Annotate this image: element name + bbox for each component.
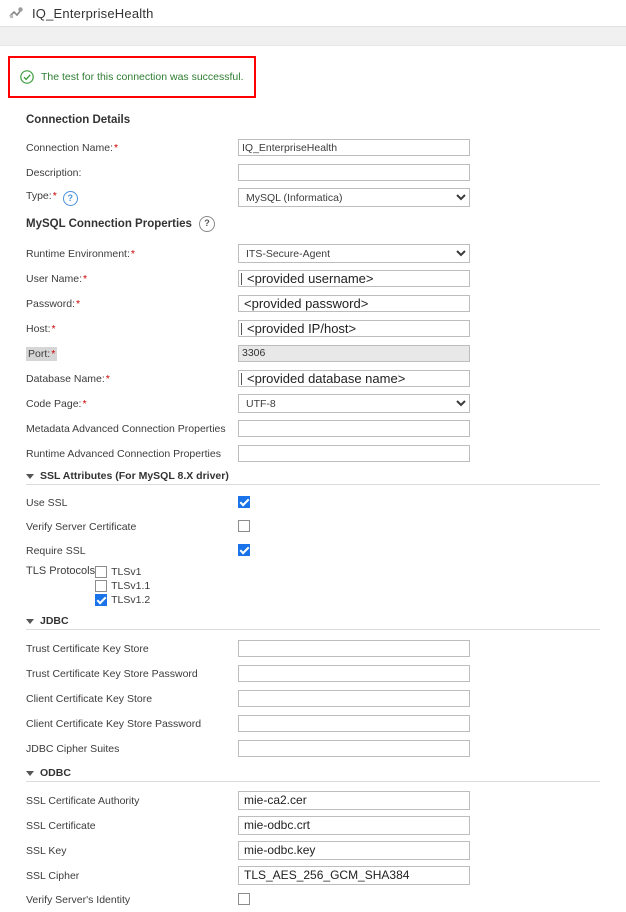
use-ssl-cell bbox=[238, 496, 470, 511]
require-ssl-label: Require SSL bbox=[26, 545, 86, 557]
verify-server-identity-checkbox[interactable] bbox=[238, 893, 250, 905]
password-value: <provided password> bbox=[244, 296, 369, 311]
type-select[interactable] bbox=[238, 188, 470, 207]
metadata-advanced-label: Metadata Advanced Connection Properties bbox=[26, 422, 226, 435]
database-name-label bbox=[26, 373, 238, 385]
tlsv11-label: TLSv1.1 bbox=[111, 579, 151, 592]
database-name-label-text: Database Name: bbox=[26, 372, 105, 385]
database-name-value: <provided database name> bbox=[247, 371, 406, 386]
text-caret bbox=[241, 273, 242, 285]
status-banner bbox=[8, 56, 256, 98]
client-cert-key-store-label: Client Certificate Key Store bbox=[26, 692, 153, 705]
tls-option bbox=[95, 579, 327, 592]
group-ssl-attributes-label: SSL Attributes (For MySQL 8.X driver) bbox=[40, 470, 229, 482]
port-label bbox=[26, 347, 57, 361]
metadata-advanced-input[interactable] bbox=[238, 420, 470, 437]
group-jdbc[interactable] bbox=[26, 615, 600, 627]
code-page-label bbox=[26, 398, 238, 410]
group-odbc-label: ODBC bbox=[40, 767, 71, 779]
use-ssl-checkbox[interactable] bbox=[238, 496, 250, 508]
runtime-environment-label bbox=[26, 248, 238, 260]
tls-option bbox=[95, 593, 327, 606]
client-cert-key-store-input[interactable] bbox=[238, 690, 470, 707]
ssl-cipher-input[interactable] bbox=[238, 866, 470, 885]
connection-form bbox=[0, 98, 626, 912]
field-trust-cert-key-store-password bbox=[26, 661, 600, 686]
banner-area bbox=[0, 46, 626, 98]
tls-protocols-list bbox=[95, 565, 327, 607]
group-ssl-attributes[interactable] bbox=[26, 470, 600, 482]
connection-icon bbox=[8, 5, 24, 21]
field-verify-server-identity bbox=[26, 888, 600, 912]
connection-name-input[interactable] bbox=[238, 139, 470, 156]
client-cert-key-store-password-input[interactable] bbox=[238, 715, 470, 732]
required-marker: * bbox=[51, 347, 56, 360]
page-title: IQ_EnterpriseHealth bbox=[32, 5, 154, 21]
section-mysql-properties bbox=[26, 216, 600, 232]
client-cert-key-store-password-label: Client Certificate Key Store Password bbox=[26, 717, 202, 730]
chevron-down-icon bbox=[26, 619, 34, 624]
runtime-advanced-input[interactable] bbox=[238, 445, 470, 462]
group-jdbc-label: JDBC bbox=[40, 615, 69, 627]
ssl-certificate-authority-value: mie-ca2.cer bbox=[244, 793, 307, 807]
required-marker: * bbox=[105, 372, 110, 385]
verify-server-identity-label: Verify Server's Identity bbox=[26, 894, 131, 906]
verify-server-certificate-cell bbox=[238, 520, 470, 535]
use-ssl-label: Use SSL bbox=[26, 497, 68, 509]
type-label-text: Type: bbox=[26, 189, 52, 202]
connection-name-label bbox=[26, 142, 238, 154]
field-require-ssl bbox=[26, 539, 600, 563]
text-caret bbox=[241, 323, 242, 335]
ssl-key-value: mie-odbc.key bbox=[244, 843, 316, 857]
section-connection-details-label: Connection Details bbox=[26, 114, 131, 126]
description-input[interactable] bbox=[238, 164, 470, 181]
tlsv12-label: TLSv1.2 bbox=[111, 593, 151, 606]
field-code-page bbox=[26, 391, 600, 416]
jdbc-cipher-suites-input[interactable] bbox=[238, 740, 470, 757]
window-titlebar bbox=[0, 0, 626, 27]
host-label bbox=[26, 323, 238, 335]
field-metadata-advanced bbox=[26, 416, 600, 441]
field-ssl-key bbox=[26, 838, 600, 863]
port-label-text: Port: bbox=[28, 347, 51, 360]
required-marker: * bbox=[52, 189, 57, 202]
ssl-certificate-label: SSL Certificate bbox=[26, 819, 96, 832]
divider bbox=[26, 629, 600, 630]
ssl-certificate-authority-input[interactable] bbox=[238, 791, 470, 810]
section-mysql-properties-label: MySQL Connection Properties bbox=[26, 218, 192, 230]
chevron-down-icon bbox=[26, 474, 34, 479]
status-banner-message: The test for this connection was successful. bbox=[41, 71, 244, 83]
user-name-value: <provided username> bbox=[247, 271, 374, 286]
field-host bbox=[26, 316, 600, 341]
user-name-label bbox=[26, 273, 238, 285]
require-ssl-cell bbox=[238, 544, 470, 559]
help-icon[interactable]: ? bbox=[63, 191, 78, 206]
tls-option bbox=[95, 565, 327, 578]
trust-cert-key-store-input[interactable] bbox=[238, 640, 470, 657]
jdbc-cipher-suites-label: JDBC Cipher Suites bbox=[26, 742, 120, 755]
required-marker: * bbox=[76, 297, 81, 310]
required-marker: * bbox=[113, 141, 119, 154]
ssl-certificate-value: mie-odbc.crt bbox=[244, 818, 311, 832]
divider bbox=[26, 484, 600, 485]
ssl-certificate-authority-label: SSL Certificate Authority bbox=[26, 794, 140, 807]
field-use-ssl bbox=[26, 491, 600, 515]
trust-cert-key-store-password-label: Trust Certificate Key Store Password bbox=[26, 667, 198, 680]
runtime-advanced-label: Runtime Advanced Connection Properties bbox=[26, 447, 221, 460]
host-input[interactable] bbox=[238, 320, 470, 337]
field-connection-name bbox=[26, 135, 600, 160]
field-ssl-certificate bbox=[26, 813, 600, 838]
port-label-wrap bbox=[26, 347, 238, 361]
trust-cert-key-store-password-input[interactable] bbox=[238, 665, 470, 682]
divider bbox=[26, 781, 600, 782]
ssl-certificate-input[interactable] bbox=[238, 816, 470, 835]
type-label bbox=[26, 190, 238, 206]
field-tls-protocols bbox=[26, 563, 600, 607]
description-label: Description: bbox=[26, 166, 82, 179]
field-ssl-cipher bbox=[26, 863, 600, 888]
field-runtime-advanced bbox=[26, 441, 600, 466]
port-value: 3306 bbox=[242, 347, 266, 359]
tlsv11-checkbox[interactable] bbox=[95, 580, 107, 592]
host-label-text: Host: bbox=[26, 322, 51, 335]
field-client-cert-key-store-password bbox=[26, 711, 600, 736]
field-user-name bbox=[26, 266, 600, 291]
host-value: <provided IP/host> bbox=[247, 321, 357, 336]
code-page-select[interactable] bbox=[238, 394, 470, 413]
connection-name-label-text: Connection Name: bbox=[26, 141, 113, 154]
success-check-icon bbox=[20, 70, 34, 84]
runtime-environment-label-text: Runtime Environment: bbox=[26, 247, 130, 260]
ssl-cipher-label: SSL Cipher bbox=[26, 869, 80, 882]
runtime-environment-select[interactable] bbox=[238, 244, 470, 263]
field-jdbc-cipher-suites bbox=[26, 736, 600, 761]
verify-server-certificate-checkbox[interactable] bbox=[238, 520, 250, 532]
chevron-down-icon bbox=[26, 771, 34, 776]
code-page-label-text: Code Page: bbox=[26, 397, 82, 410]
tlsv12-checkbox[interactable] bbox=[95, 594, 107, 606]
field-ssl-certificate-authority bbox=[26, 788, 600, 813]
database-name-input[interactable] bbox=[238, 370, 470, 387]
password-label bbox=[26, 298, 238, 310]
field-client-cert-key-store bbox=[26, 686, 600, 711]
trust-cert-key-store-label: Trust Certificate Key Store bbox=[26, 642, 149, 655]
require-ssl-checkbox[interactable] bbox=[238, 544, 250, 556]
password-label-text: Password: bbox=[26, 297, 76, 310]
verify-server-certificate-label: Verify Server Certificate bbox=[26, 521, 137, 533]
field-type bbox=[26, 185, 600, 210]
tlsv1-checkbox[interactable] bbox=[95, 566, 107, 578]
field-password bbox=[26, 291, 600, 316]
required-marker: * bbox=[130, 247, 135, 260]
text-caret bbox=[241, 373, 242, 385]
ssl-cipher-value: TLS_AES_256_GCM_SHA384 bbox=[244, 868, 410, 882]
required-marker: * bbox=[83, 272, 88, 285]
port-input[interactable] bbox=[238, 345, 470, 362]
field-verify-server-certificate bbox=[26, 515, 600, 539]
group-odbc[interactable] bbox=[26, 767, 600, 779]
toolbar-strip bbox=[0, 27, 626, 46]
user-name-label-text: User Name: bbox=[26, 272, 83, 285]
field-database-name bbox=[26, 366, 600, 391]
verify-server-identity-cell bbox=[238, 893, 470, 908]
field-trust-cert-key-store bbox=[26, 636, 600, 661]
user-name-input[interactable] bbox=[238, 270, 470, 287]
tls-protocols-label: TLS Protocols bbox=[26, 565, 96, 577]
required-marker: * bbox=[82, 397, 87, 410]
field-port bbox=[26, 341, 600, 366]
required-marker: * bbox=[51, 322, 56, 335]
password-input[interactable] bbox=[238, 295, 470, 312]
field-description bbox=[26, 160, 600, 185]
tlsv1-label: TLSv1 bbox=[111, 565, 142, 578]
ssl-key-label: SSL Key bbox=[26, 844, 67, 857]
help-icon[interactable]: ? bbox=[199, 216, 215, 232]
section-connection-details bbox=[26, 114, 600, 126]
field-runtime-environment bbox=[26, 241, 600, 266]
ssl-key-input[interactable] bbox=[238, 841, 470, 860]
